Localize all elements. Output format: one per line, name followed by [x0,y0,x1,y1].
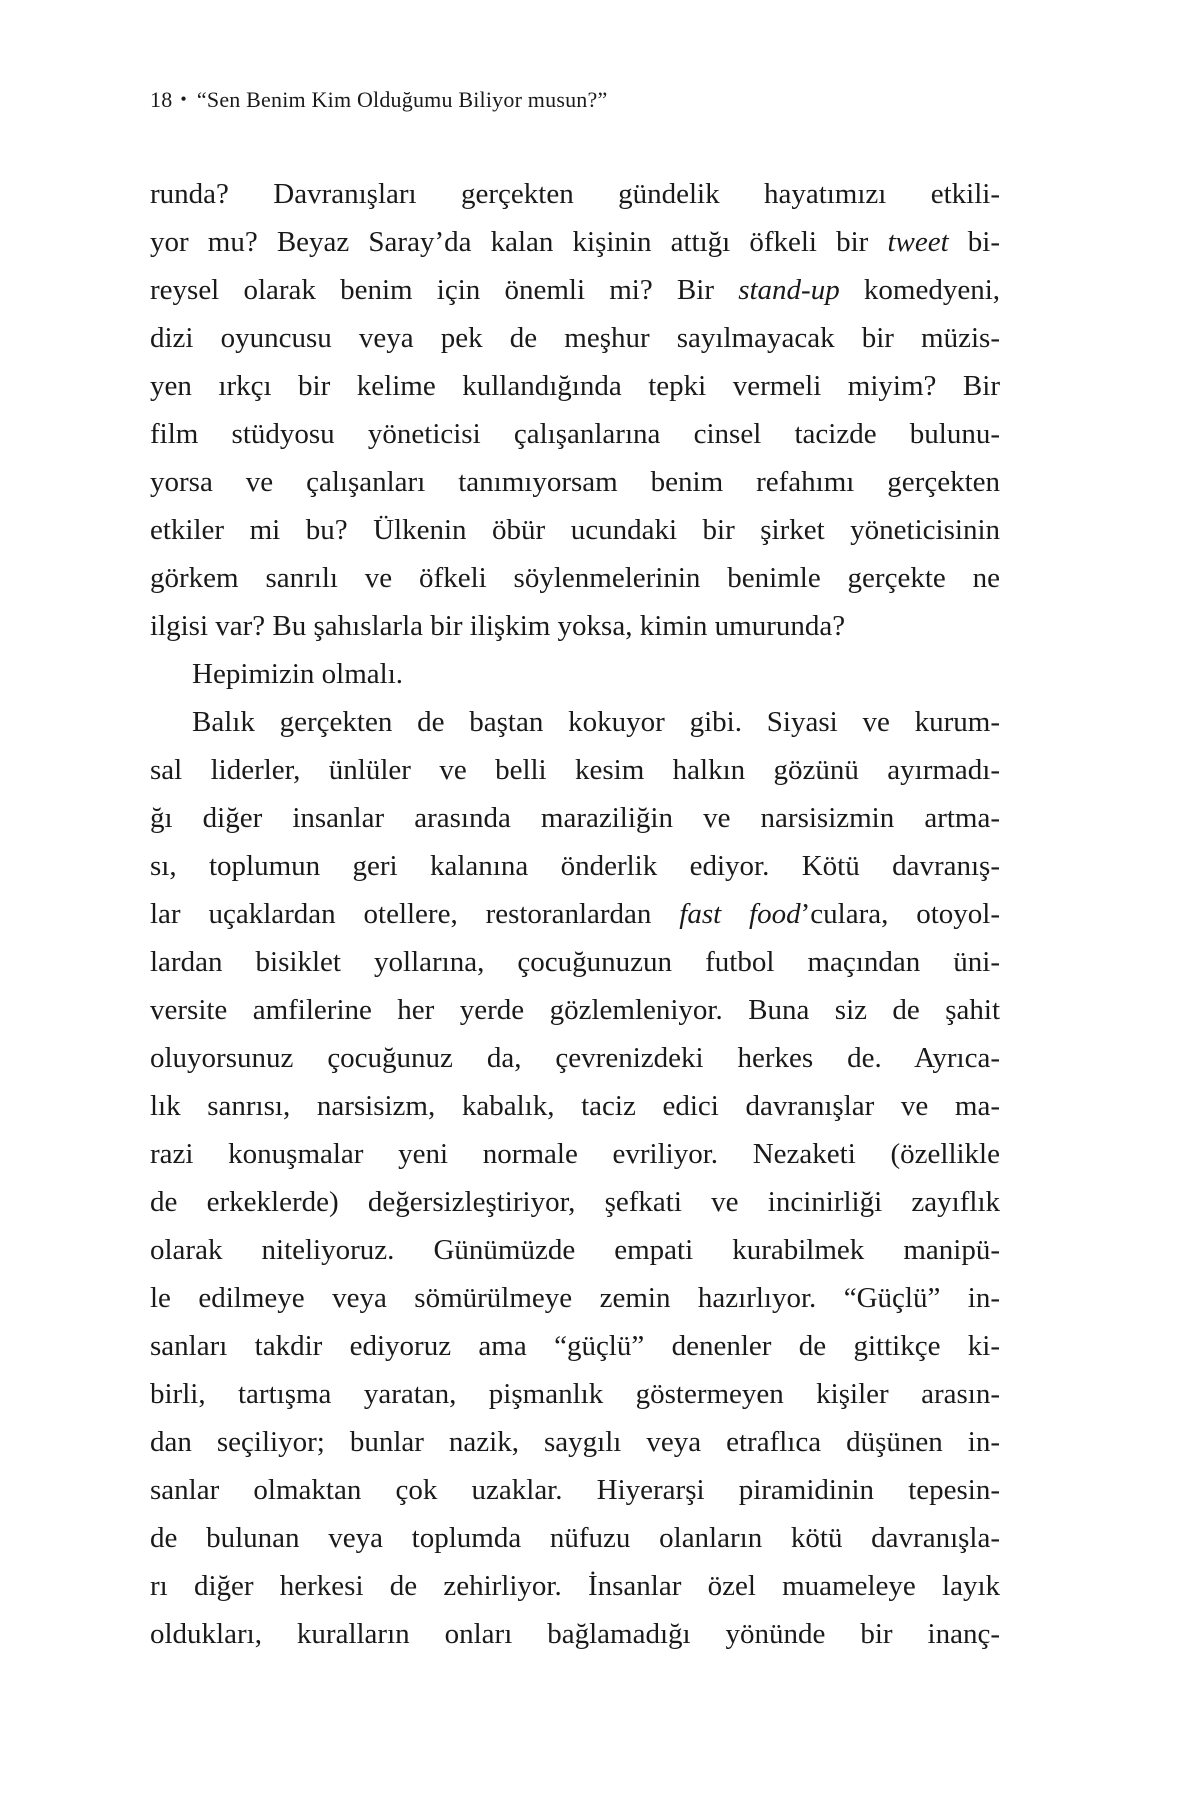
text-line: lar uçaklardan otellere, restoranlardan fast food’culara, otoyol- [150,898,1000,930]
body-text [150,170,1000,1658]
text-line: oluyorsunuz çocuğunuz da, çevrenizdeki herkes de. Ayrıca- [150,1042,1000,1074]
text-line: oldukları, kuralların onları bağlamadığı yönünde bir inanç- [150,1618,1000,1650]
header-separator: • [180,89,187,109]
text-line: reysel olarak benim için önemli mi? Bir stand-up komedyeni, [150,274,1000,306]
text-line: olarak niteliyoruz. Günümüzde empati kurabilmek manipü- [150,1234,1000,1266]
text-line: ilgisi var? Bu şahıslarla bir ilişkim yoksa, kimin umurunda? [150,610,846,642]
text-line: sal liderler, ünlüler ve belli kesim halkın gözünü ayırmadı- [150,754,1000,786]
text-line: ğı diğer insanlar arasında maraziliğin ve narsisizmin artma- [150,802,1000,834]
italic-term: fast food [679,898,801,930]
text-line: dizi oyuncusu veya pek de meşhur sayılmayacak bir müzis- [150,322,1000,354]
text-line: lık sanrısı, narsisizm, kabalık, taciz edici davranışlar ve ma- [150,1090,1000,1122]
italic-term: tweet [887,226,949,258]
text-line: de erkeklerde) değersizleştiriyor, şefkati ve incinirliği zayıflık [150,1186,1000,1218]
text-line: yor mu? Beyaz Saray’da kalan kişinin attığı öfkeli bir tweet bi- [150,226,1000,258]
paragraph-line: Balık gerçekten de baştan kokuyor gibi. Siyasi ve kurum- [192,706,1000,738]
text-line: sı, toplumun geri kalanına önderlik ediyor. Kötü davranış- [150,850,1000,882]
text-line: dan seçiliyor; bunlar nazik, saygılı veya etraflıca düşünen in- [150,1426,1000,1458]
text-line: rı diğer herkesi de zehirliyor. İnsanlar özel muameleye layık [150,1570,1000,1602]
text-line: yorsa ve çalışanları tanımıyorsam benim refahımı gerçekten [150,466,1000,498]
text-line: razi konuşmalar yeni normale evriliyor. Nezaketi (özellikle [150,1138,1000,1170]
text-line: sanları takdir ediyoruz ama “güçlü” denenler de gittikçe ki- [150,1330,1000,1362]
text-line: runda? Davranışları gerçekten gündelik hayatımızı etkili- [150,178,1000,210]
paragraph-line: Hepimizin olmalı. [192,658,404,690]
italic-term: stand-up [738,274,840,306]
text-line: görkem sanrılı ve öfkeli söylenmelerinin benimle gerçekte ne [150,562,1000,594]
page-number: 18 [150,87,173,112]
text-line: film stüdyosu yöneticisi çalışanlarına cinsel tacizde bulunu- [150,418,1000,450]
text-line: lardan bisiklet yollarına, çocuğunuzun futbol maçından üni- [150,946,1000,978]
text-line: sanlar olmaktan çok uzaklar. Hiyerarşi piramidinin tepesin- [150,1474,1000,1506]
text-line: le edilmeye veya sömürülmeye zemin hazırlıyor. “Güçlü” in- [150,1282,1000,1314]
text-line: etkiler mi bu? Ülkenin öbür ucundaki bir şirket yöneticisinin [150,514,1000,546]
text-line: birli, tartışma yaratan, pişmanlık göstermeyen kişiler arasın- [150,1378,1000,1410]
text-line: de bulunan veya toplumda nüfuzu olanların kötü davranışla- [150,1522,1000,1554]
running-header [150,84,607,117]
book-title: “Sen Benim Kim Olduğumu Biliyor musun?” [196,87,608,112]
text-line: yen ırkçı bir kelime kullandığında tepki vermeli miyim? Bir [150,370,1000,402]
text-line: versite amfilerine her yerde gözlemleniyor. Buna siz de şahit [150,994,1000,1026]
